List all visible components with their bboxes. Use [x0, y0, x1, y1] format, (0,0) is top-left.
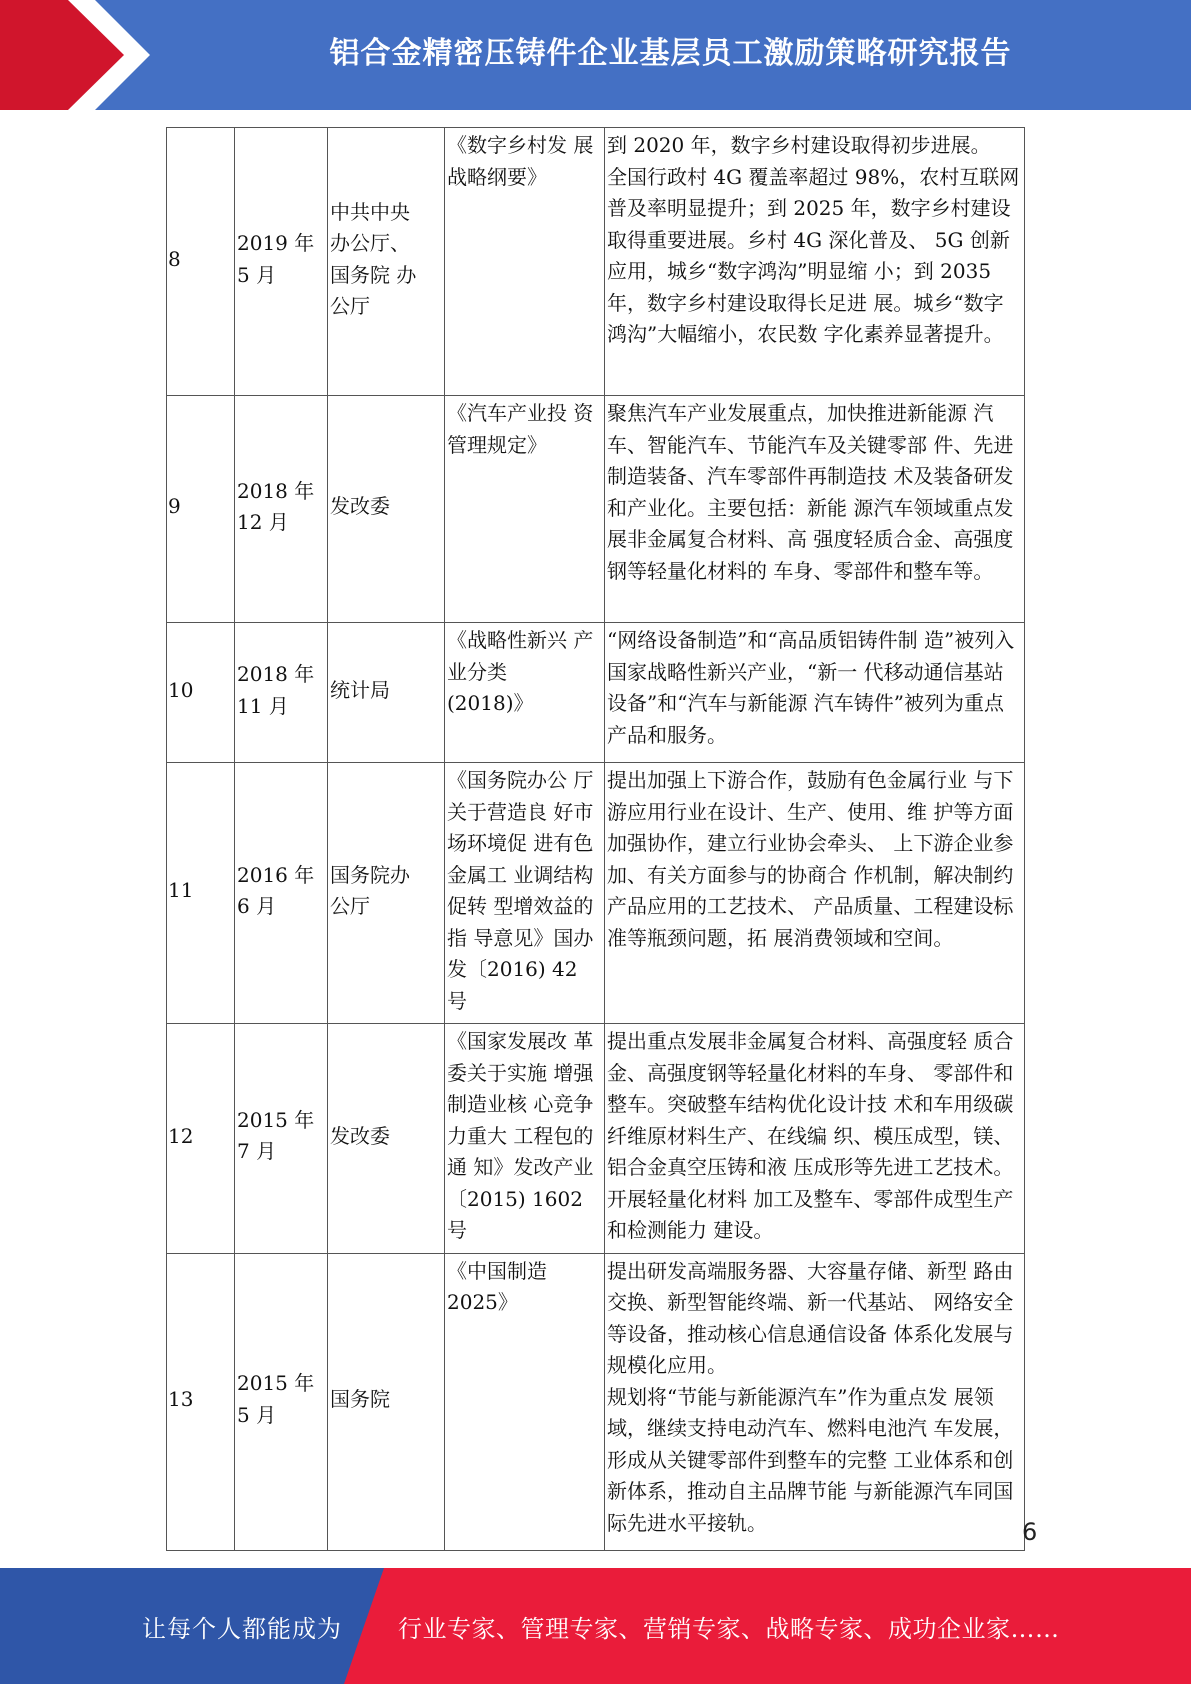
row-document: 《中国制造 2025》 — [445, 1253, 605, 1550]
page-header — [0, 0, 1191, 110]
row-issuer: 中共中央 办公厅、 国务院 办 公厅 — [328, 128, 445, 396]
row-document: 《数字乡村发 展 战略纲要》 — [445, 128, 605, 396]
row-date: 2018 年 11 月 — [235, 623, 328, 763]
page-footer — [0, 1568, 1191, 1684]
row-content: 提出重点发展非金属复合材料、高强度轻 质合金、高强度钢等轻量化材料的车身、 零部件和整车。突破整车结构优化设计技 术和车用级碳纤维原材料生产、在线编 织、模压成型，镁、铝合金真空压铸和液 压成形等先进工艺技术。开展轻量化材料 加工及整车、零部件成型生产和检测能力 建设。 — [605, 1024, 1025, 1254]
row-number: 8 — [167, 128, 235, 396]
footer-slogan-left: 让每个人都能成为 — [142, 1614, 342, 1643]
row-issuer: 国务院办 公厅 — [328, 763, 445, 1024]
row-number: 9 — [167, 396, 235, 623]
table-row — [167, 1024, 1025, 1254]
row-number: 12 — [167, 1024, 235, 1254]
row-content: 提出加强上下游合作，鼓励有色金属行业 与下游应用行业在设计、生产、使用、维 护等方面加强协作，建立行业协会牵头、 上下游企业参加、有关方面参与的协商合 作机制，解决制约产品应用的工艺技术、 产品质量、工程建设标准等瓶颈问题，拓 展消费领域和空间。 — [605, 763, 1025, 1024]
row-content: “网络设备制造”和“高品质铝铸件制 造”被列入国家战略性新兴产业，“新一 代移动通信基站设备”和“汽车与新能源 汽车铸件”被列为重点产品和服务。 — [605, 623, 1025, 763]
row-content: 提出研发高端服务器、大容量存储、新型 路由交换、新型智能终端、新一代基站、 网络安全等设备，推动核心信息通信设备 体系化发展与规模化应用。 规划将“节能与新能源汽车”作为重点发 展领域，继续支持电动汽车、燃料电池汽 车发展，形成从关键零部件到整车的完整 工业体系和创新体系，推动自主品牌节能 与新能源汽车同国际先进水平接轨。 — [605, 1253, 1025, 1550]
table-row — [167, 1253, 1025, 1550]
row-issuer: 发改委 — [328, 1024, 445, 1254]
row-issuer: 统计局 — [328, 623, 445, 763]
page-number: 6 — [1022, 1518, 1038, 1546]
row-number: 13 — [167, 1253, 235, 1550]
row-content: 到 2020 年，数字乡村建设取得初步进展。 全国行政村 4G 覆盖率超过 98%，农村互联网普及率明显提升；到 2025 年，数字乡村建设取得重要进展。乡村 4G 深化普及、 5G 创新应用，城乡“数字鸿沟”明显缩 小；到 2035 年，数字乡村建设取得长足进 展。城乡“数字鸿沟”大幅缩小，农民数 字化素养显著提升。 — [605, 128, 1025, 396]
row-number: 10 — [167, 623, 235, 763]
document-title: 铝合金精密压铸件企业基层员工激励策略研究报告 — [329, 36, 1012, 71]
row-date: 2015 年 7 月 — [235, 1024, 328, 1254]
row-date: 2015 年 5 月 — [235, 1253, 328, 1550]
footer-slogan-right: 行业专家、管理专家、营销专家、战略专家、成功企业家…… — [398, 1614, 1060, 1643]
table-row — [167, 128, 1025, 396]
policy-table — [166, 127, 1025, 1551]
row-date: 2016 年 6 月 — [235, 763, 328, 1024]
row-document: 《汽车产业投 资 管理规定》 — [445, 396, 605, 623]
table-row — [167, 623, 1025, 763]
row-issuer: 发改委 — [328, 396, 445, 623]
row-issuer: 国务院 — [328, 1253, 445, 1550]
header-chevron-logo — [0, 0, 160, 110]
row-content: 聚焦汽车产业发展重点，加快推进新能源 汽车、智能汽车、节能汽车及关键零部 件、先进制造装备、汽车零部件再制造技 术及装备研发和产业化。主要包括：新能 源汽车领域重点发展非金属复合材料、高 强度轻质合金、高强度钢等轻量化材料的 车身、零部件和整车等。 — [605, 396, 1025, 623]
row-document: 《国务院办公 厅 关于营造良 好市 场环境促 进有色 金属工 业调结构 促转 型增效益的 指 导意见》国办 发〔2016) 42 号 — [445, 763, 605, 1024]
row-document: 《战略性新兴 产 业分类 (2018)》 — [445, 623, 605, 763]
row-document: 《国家发展改 革 委关于实施 增强 制造业核 心竞争 力重大 工程包的 通 知》发改产业 〔2015) 1602 号 — [445, 1024, 605, 1254]
row-date: 2019 年 5 月 — [235, 128, 328, 396]
table-row — [167, 396, 1025, 623]
table-row — [167, 763, 1025, 1024]
row-date: 2018 年 12 月 — [235, 396, 328, 623]
row-number: 11 — [167, 763, 235, 1024]
